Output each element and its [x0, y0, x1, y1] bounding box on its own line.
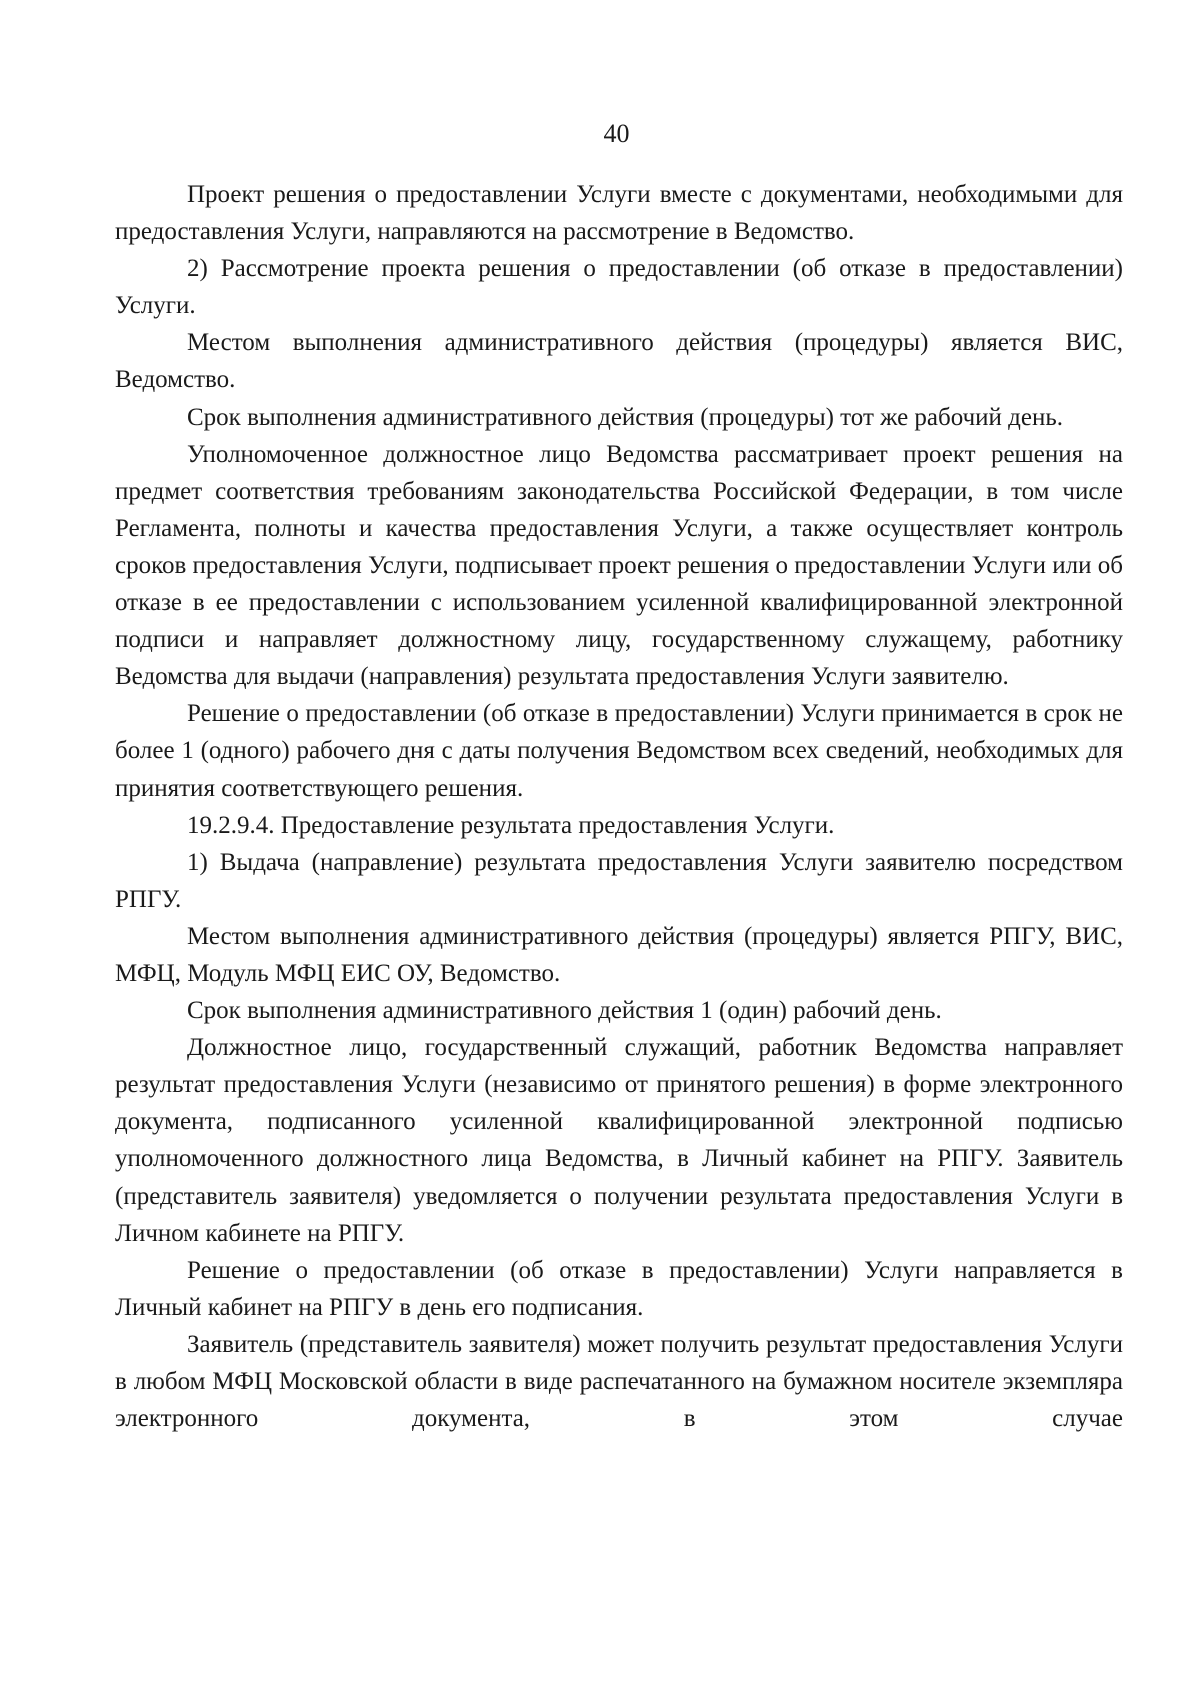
section-heading: 19.2.9.4. Предоставление результата предоставления Услуги.: [187, 811, 835, 839]
paragraph: Проект решения о предоставлении Услуги вместе с документами, необходимыми для предоставления Услуги, направляются на рассмотрение в Ведомство.: [115, 181, 1123, 246]
paragraph: Решение о предоставлении (об отказе в предоставлении) Услуги принимается в срок не более 1 (одного) рабочего дня с даты получения Ведомством всех сведений, необходимых для принятия соответствующего решения.: [115, 700, 1123, 802]
paragraph: Должностное лицо, государственный служащий, работник Ведомства направляет результат предоставления Услуги (независимо от принятого решения) в форме электронного документа, подписанного усиленной квалифицированной электронной подписью уполномоченного должностного лица Ведомства, в Личный кабинет на РПГУ. Заявитель (представитель заявителя) уведомляется о получении результата предоставления Услуги в Личном кабинете на РПГУ.: [115, 1034, 1123, 1247]
paragraph: Уполномоченное должностное лицо Ведомства рассматривает проект решения на предмет соответствия требованиям законодательства Российской Федерации, в том числе Регламента, полноты и качества предоставления Услуги, а также осуществляет контроль сроков предоставления Услуги, подписывает проект решения о предоставлении Услуги или об отказе в ее предоставлении с использованием усиленной квалифицированной электронной подписи и направляет должностному лицу, государственному служащему, работнику Ведомства для выдачи (направления) результата предоставления Услуги заявителю.: [115, 440, 1123, 691]
paragraph: 1) Выдача (направление) результата предоставления Услуги заявителю посредством РПГУ.: [115, 848, 1123, 913]
paragraph: Решение о предоставлении (об отказе в предоставлении) Услуги направляется в Личный кабинет на РПГУ в день его подписания.: [115, 1256, 1123, 1321]
paragraph: Местом выполнения административного действия (процедуры) является РПГУ, ВИС, МФЦ, Модуль МФЦ ЕИС ОУ, Ведомство.: [115, 922, 1123, 987]
paragraph: 2) Рассмотрение проекта решения о предоставлении (об отказе в предоставлении) Услуги.: [115, 255, 1123, 320]
paragraph: Местом выполнения административного действия (процедуры) является ВИС, Ведомство.: [115, 329, 1123, 394]
document-body: [115, 176, 1123, 1437]
paragraph: Срок выполнения административного действия 1 (один) рабочий день.: [187, 997, 942, 1025]
paragraph: Срок выполнения административного действия (процедуры) тот же рабочий день.: [187, 403, 1064, 431]
paragraph: Заявитель (представитель заявителя) может получить результат предоставления Услуги в любом МФЦ Московской области в виде распечатанного на бумажном носителе экземпляра электронного документа, в этом случае: [115, 1330, 1123, 1433]
page-number: 40: [603, 119, 630, 148]
